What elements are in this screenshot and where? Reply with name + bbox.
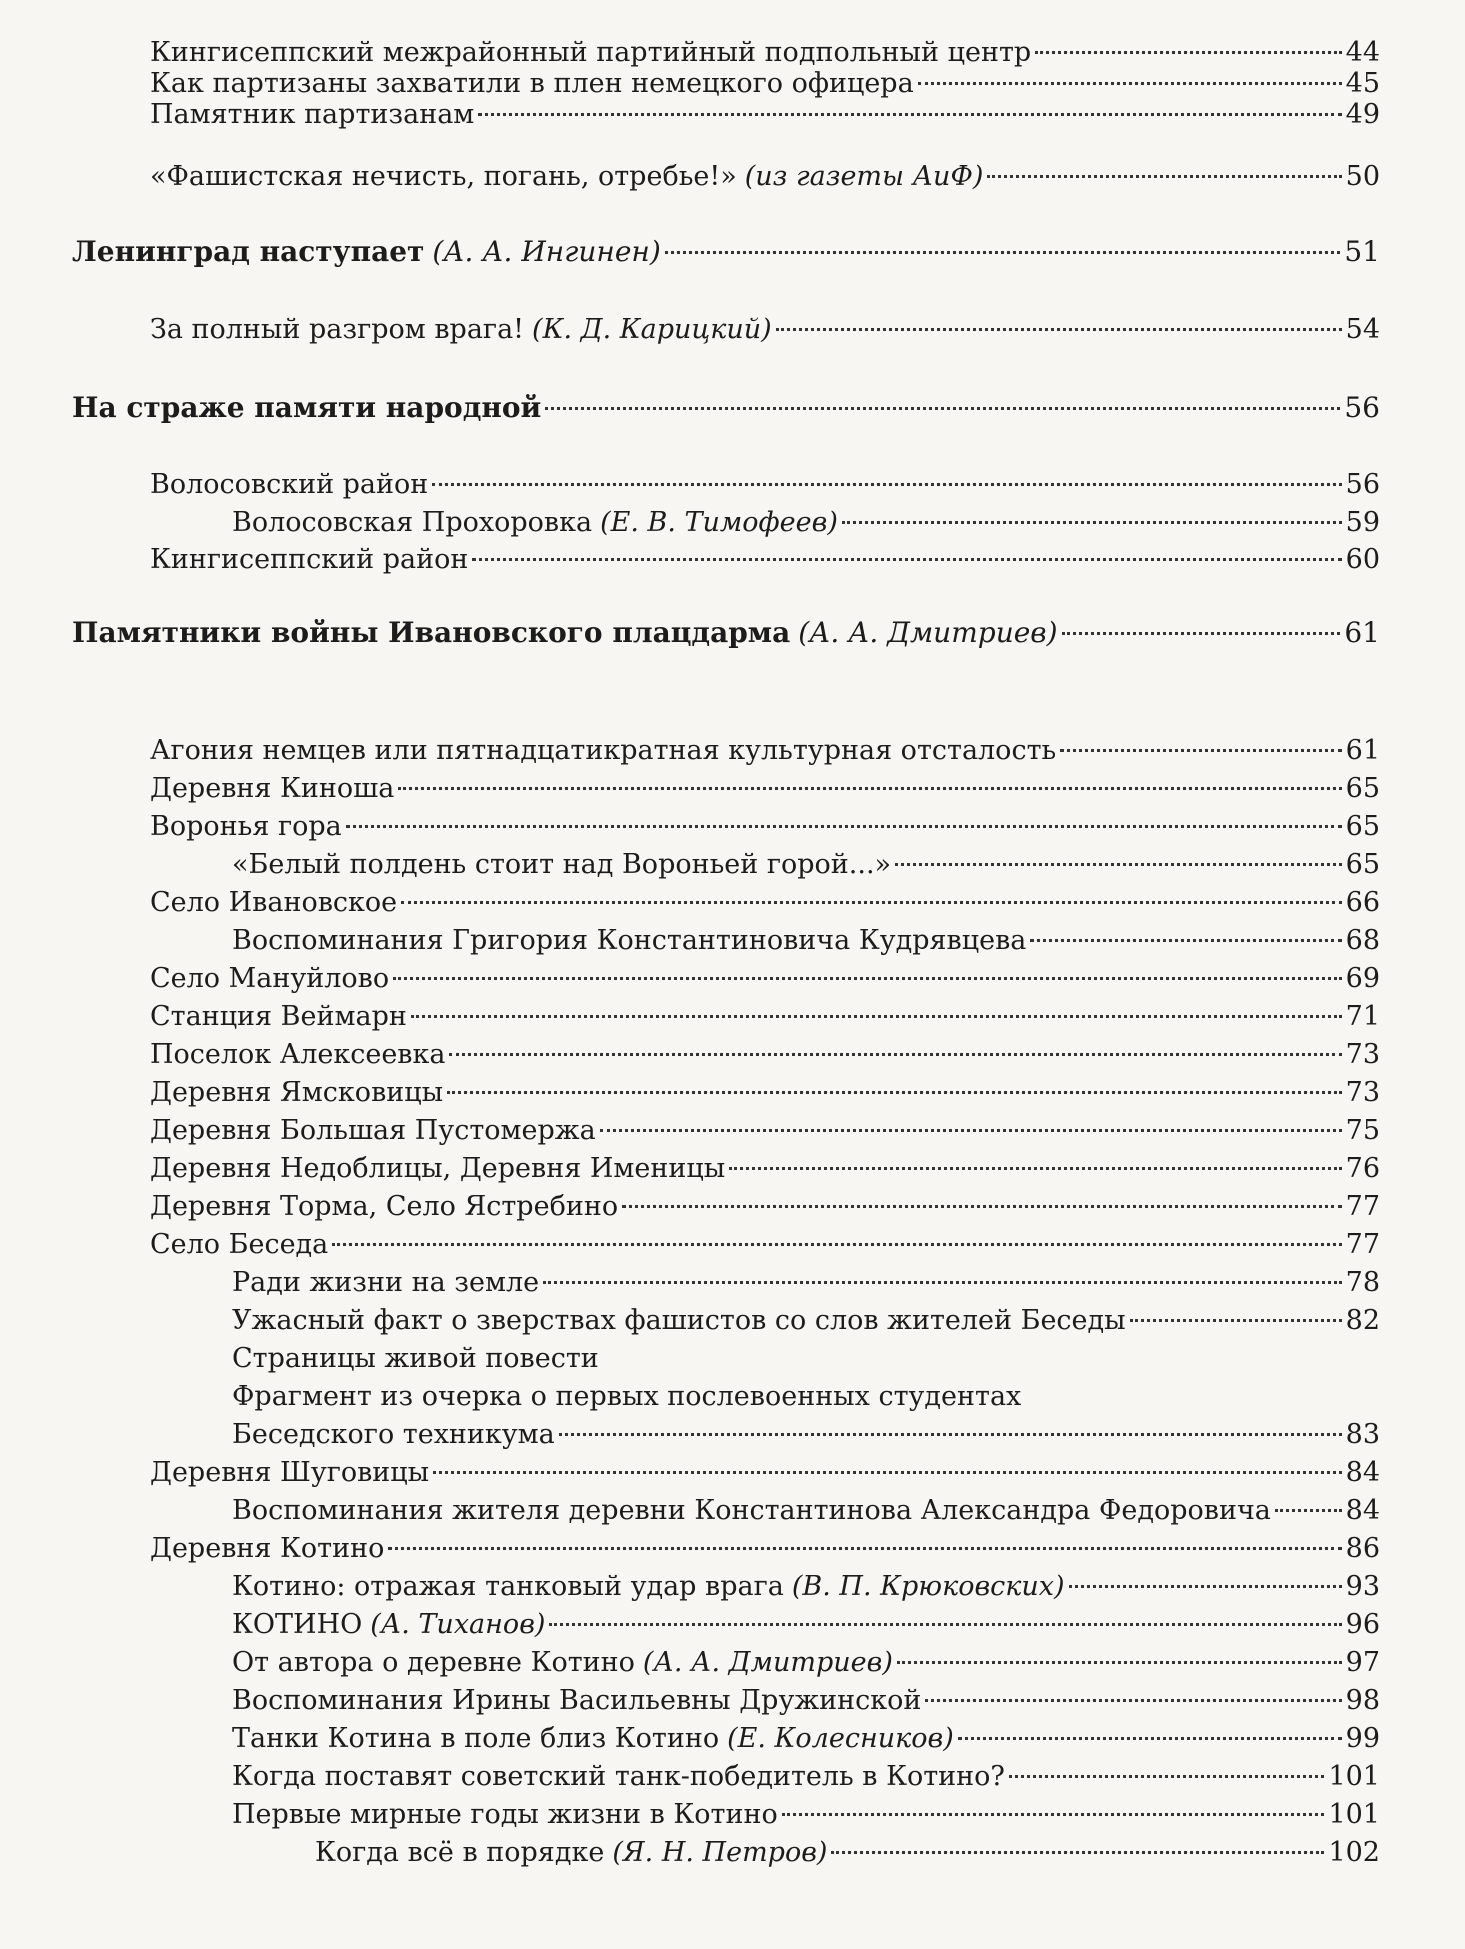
entry-title: Агония немцев или пятнадцатикратная культурная отсталость (150, 735, 1057, 766)
entry-title: «Белый полдень стоит над Вороньей горой...» (232, 849, 892, 880)
toc-entry (232, 1418, 1380, 1452)
leader-dots (1030, 939, 1341, 942)
page-number: 75 (1345, 1115, 1380, 1146)
leader-dots (782, 1813, 1325, 1816)
toc-entry (150, 810, 1380, 844)
toc-entry (232, 1798, 1380, 1832)
toc-entry (232, 1646, 1380, 1680)
page-number: 82 (1345, 1305, 1380, 1336)
page-number: 50 (1345, 161, 1380, 192)
entry-title: Воспоминания Григория Константиновича Кудрявцева (232, 925, 1027, 956)
page-number: 83 (1345, 1419, 1380, 1450)
section-title: Памятники войны Ивановского плацдарма (72, 616, 791, 649)
entry-title: Как партизаны захватили в плен немецкого офицера (150, 68, 914, 99)
leader-dots (478, 113, 1341, 116)
leader-dots (549, 1623, 1341, 1626)
section-title: На страже памяти народной (72, 391, 542, 424)
entry-title: Волосовская Прохоровка (232, 507, 593, 538)
toc-entry (150, 543, 1380, 577)
page-number: 56 (1345, 469, 1380, 500)
entry-title: От автора о деревне Котино (232, 1647, 635, 1678)
toc-entry (232, 1608, 1380, 1642)
leader-dots (600, 1129, 1342, 1132)
page-number: 76 (1345, 1153, 1380, 1184)
entry-author: (А. А. Дмитриев) (798, 616, 1058, 649)
leader-dots (332, 1243, 1341, 1246)
leader-dots (1062, 632, 1341, 635)
page-number: 98 (1345, 1685, 1380, 1716)
entry-author: (Я. Н. Петров) (612, 1837, 828, 1868)
page-number: 66 (1345, 887, 1380, 918)
entry-author: (А. А. Дмитриев) (642, 1647, 893, 1678)
page-number: 65 (1345, 849, 1380, 880)
toc-entry (150, 468, 1380, 502)
page-number: 101 (1328, 1799, 1380, 1830)
section-title: Ленинград наступает (72, 235, 425, 268)
leader-dots (925, 1699, 1341, 1702)
entry-title: Село Ивановское (150, 887, 398, 918)
leader-dots (842, 521, 1342, 524)
toc-section-heading (72, 235, 1380, 269)
entry-title: Поселок Алексеевка (150, 1039, 446, 1070)
page-number: 99 (1345, 1723, 1380, 1754)
toc-entry (232, 1684, 1380, 1718)
leader-dots (433, 1471, 1341, 1474)
leader-dots (543, 1281, 1342, 1284)
toc-entry (150, 734, 1380, 768)
entry-title: Когда поставят советский танк-победитель в Котино? (232, 1761, 1005, 1792)
leader-dots (411, 1015, 1342, 1018)
entry-title: Когда всё в порядке (315, 1837, 605, 1868)
toc-entry (150, 886, 1380, 920)
page-number: 51 (1344, 235, 1380, 268)
toc-entry (150, 1000, 1380, 1034)
toc-entry (150, 67, 1380, 101)
entry-title: Деревня Киноша (150, 773, 395, 804)
toc-entry (232, 1342, 599, 1376)
leader-dots (831, 1851, 1324, 1854)
toc-entry (232, 1570, 1380, 1604)
leader-dots (1130, 1319, 1342, 1322)
entry-title: Котино: отражая танковый удар врага (232, 1571, 784, 1602)
toc-entry (150, 1038, 1380, 1072)
entry-title: «Фашистская нечисть, погань, отребье!» (150, 161, 737, 192)
leader-dots (776, 328, 1342, 331)
leader-dots (1275, 1509, 1342, 1512)
page-number: 84 (1345, 1457, 1380, 1488)
entry-title: Беседского техникума (232, 1419, 555, 1450)
page-number: 73 (1345, 1077, 1380, 1108)
toc-entry (150, 1456, 1380, 1490)
leader-dots (472, 558, 1341, 561)
toc-entry (232, 1760, 1380, 1794)
entry-author: (К. Д. Карицкий) (532, 314, 772, 345)
toc-entry (232, 1266, 1380, 1300)
entry-title: Деревня Недоблицы, Деревня Именицы (150, 1153, 726, 1184)
entry-title: Танки Котина в поле близ Котино (232, 1723, 720, 1754)
page-number: 96 (1345, 1609, 1380, 1640)
page-number: 77 (1345, 1191, 1380, 1222)
leader-dots (388, 1547, 1341, 1550)
leader-dots (958, 1737, 1342, 1740)
entry-author: (А. Тиханов) (370, 1609, 546, 1640)
leader-dots (729, 1167, 1341, 1170)
page-number: 86 (1345, 1533, 1380, 1564)
page-number: 69 (1345, 963, 1380, 994)
entry-title: Деревня Котино (150, 1533, 385, 1564)
entry-title: Деревня Ямсковицы (150, 1077, 444, 1108)
entry-title: За полный разгром врага! (150, 314, 525, 345)
page-number: 77 (1345, 1229, 1380, 1260)
leader-dots (393, 977, 1342, 980)
entry-title: Деревня Шуговицы (150, 1457, 430, 1488)
page-number: 78 (1345, 1267, 1380, 1298)
entry-title: Деревня Торма, Село Ястребино (150, 1191, 619, 1222)
toc-entry (150, 36, 1380, 70)
toc-entry (232, 1494, 1380, 1528)
entry-title: Фрагмент из очерка о первых послевоенных студентах (232, 1381, 1022, 1412)
leader-dots (622, 1205, 1342, 1208)
page-number: 73 (1345, 1039, 1380, 1070)
entry-title: Кингисеппский межрайонный партийный подпольный центр (150, 37, 1032, 68)
toc-entry (232, 924, 1380, 958)
page-number: 49 (1345, 99, 1380, 130)
page-number: 102 (1328, 1837, 1380, 1868)
toc-entry (150, 1076, 1380, 1110)
page-number: 61 (1344, 616, 1380, 649)
entry-title: Воспоминания Ирины Васильевны Дружинской (232, 1685, 922, 1716)
entry-title: Воспоминания жителя деревни Константинова Александра Федоровича (232, 1495, 1271, 1526)
toc-entry (150, 962, 1380, 996)
leader-dots (401, 901, 1341, 904)
leader-dots (346, 825, 1342, 828)
page-number: 84 (1345, 1495, 1380, 1526)
toc-entry (150, 1152, 1380, 1186)
toc-entry (150, 772, 1380, 806)
page-number: 54 (1345, 314, 1380, 345)
toc-entry (150, 98, 1380, 132)
leader-dots (447, 1091, 1342, 1094)
leader-dots (449, 1053, 1341, 1056)
page-number: 97 (1345, 1647, 1380, 1678)
leader-dots (987, 175, 1341, 178)
leader-dots (895, 863, 1342, 866)
leader-dots (432, 483, 1341, 486)
leader-dots (1009, 1775, 1325, 1778)
entry-title: Памятник партизанам (150, 99, 475, 130)
toc-entry (150, 1532, 1380, 1566)
leader-dots (559, 1433, 1342, 1436)
page-number: 45 (1345, 68, 1380, 99)
entry-author: (Е. В. Тимофеев) (600, 507, 838, 538)
entry-author: (из газеты АиФ) (744, 161, 984, 192)
entry-title: Страницы живой повести (232, 1343, 599, 1374)
toc-entry (150, 160, 1380, 194)
toc-entry (232, 848, 1380, 882)
entry-title: Станция Веймарн (150, 1001, 407, 1032)
entry-author: (Е. Колесников) (727, 1723, 954, 1754)
page-number: 61 (1345, 735, 1380, 766)
toc-entry (150, 313, 1380, 347)
leader-dots (918, 82, 1342, 85)
toc-section-heading (72, 616, 1380, 650)
leader-dots (545, 407, 1340, 410)
leader-dots (665, 251, 1341, 254)
page-number: 71 (1345, 1001, 1380, 1032)
toc-entry (232, 1380, 1021, 1414)
entry-title: Село Беседа (150, 1229, 329, 1260)
toc-entry (150, 1190, 1380, 1224)
entry-title: Ужасный факт о зверствах фашистов со слов жителей Беседы (232, 1305, 1126, 1336)
entry-author: (В. П. Крюковских) (791, 1571, 1065, 1602)
entry-title: Ради жизни на земле (232, 1267, 540, 1298)
toc-section-heading (72, 391, 1380, 425)
page-number: 65 (1345, 773, 1380, 804)
entry-title: Деревня Большая Пустомержа (150, 1115, 596, 1146)
entry-title: КОТИНО (232, 1609, 363, 1640)
toc-entry (232, 1722, 1380, 1756)
toc-entry (315, 1836, 1380, 1870)
page-number: 101 (1328, 1761, 1380, 1792)
page-number: 56 (1344, 391, 1380, 424)
toc-entry (150, 1228, 1380, 1262)
entry-author: (А. А. Ингинен) (432, 235, 661, 268)
page-number: 44 (1345, 37, 1380, 68)
page-number: 60 (1345, 544, 1380, 575)
entry-title: Волосовский район (150, 469, 429, 500)
leader-dots (1035, 51, 1341, 54)
toc-entry (150, 1114, 1380, 1148)
entry-title: Кингисеппский район (150, 544, 469, 575)
toc-entry (232, 506, 1380, 540)
page-number: 59 (1345, 507, 1380, 538)
entry-title: Воронья гора (150, 811, 342, 842)
leader-dots (1060, 749, 1341, 752)
leader-dots (897, 1661, 1342, 1664)
page-number: 65 (1345, 811, 1380, 842)
page-number: 93 (1345, 1571, 1380, 1602)
entry-title: Первые мирные годы жизни в Котино (232, 1799, 778, 1830)
leader-dots (398, 787, 1341, 790)
page-number: 68 (1345, 925, 1380, 956)
entry-title: Село Мануйлово (150, 963, 390, 994)
leader-dots (1069, 1585, 1342, 1588)
toc-entry (232, 1304, 1380, 1338)
